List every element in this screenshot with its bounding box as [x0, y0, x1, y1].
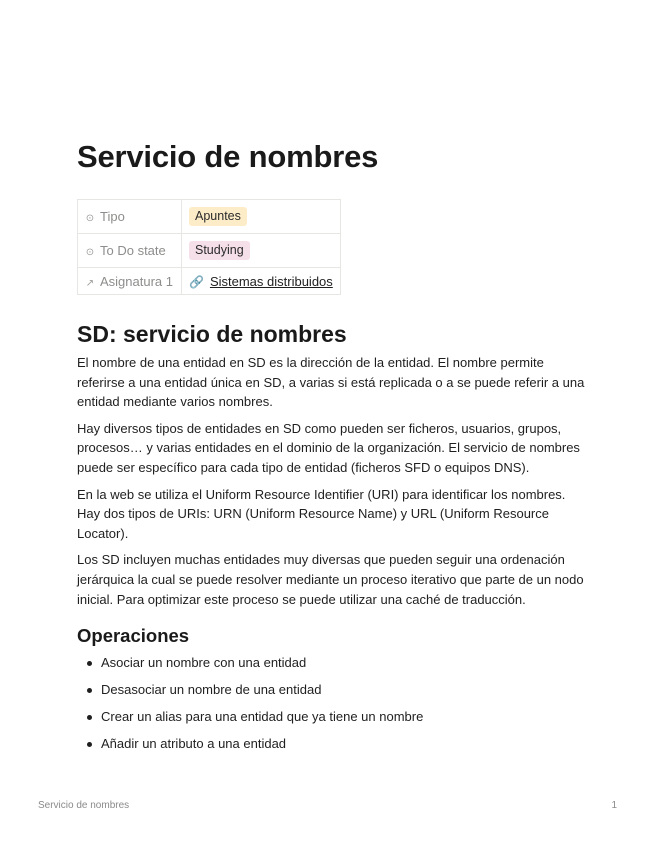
paragraph: El nombre de una entidad en SD es la dirección de la entidad. El nombre permite referirse a una entidad única en SD, a varias si está replicada o a se puede referir a una entidad mediante varios nombres.: [77, 355, 585, 410]
status-icon: ⊙: [85, 247, 95, 258]
property-name: To Do state: [100, 243, 166, 258]
relation-arrow-icon: ↗: [85, 277, 95, 289]
properties-table: [77, 199, 341, 295]
property-row-todo-state: [78, 234, 341, 268]
relation-link-sistemas-distribuidos[interactable]: Sistemas distribuidos: [209, 273, 333, 289]
property-value-cell[interactable]: [182, 200, 341, 234]
footer-page-number: 1: [611, 800, 617, 811]
property-value-cell[interactable]: [182, 268, 341, 295]
list-item: Desasociar un nombre de una entidad: [77, 680, 423, 707]
paragraph: En la web se utiliza el Uniform Resource Identifier (URI) para identificar los nombres. Hay dos tipos de URIs: URN (Uniform Resource Name) y URL (Uniform Resource Locator).: [77, 486, 566, 541]
link-icon: 🔗: [189, 274, 204, 289]
operations-list: [77, 653, 423, 761]
section-body: [77, 353, 587, 616]
list-item: Asociar un nombre con una entidad: [77, 653, 423, 680]
select-icon: ⊙: [85, 213, 95, 224]
tag-apuntes[interactable]: Apuntes: [189, 207, 247, 226]
property-name-cell: [78, 268, 182, 295]
property-row-asignatura: [78, 268, 341, 295]
list-item: Añadir un atributo a una entidad: [77, 734, 423, 761]
property-name-cell: [78, 200, 182, 234]
property-name: Tipo: [100, 209, 125, 224]
property-row-tipo: [78, 200, 341, 234]
tag-studying[interactable]: Studying: [189, 241, 250, 260]
property-name: Asignatura 1: [100, 273, 173, 289]
paragraph: Los SD incluyen muchas entidades muy diversas que pueden seguir una ordenación jerárquica la cual se puede resolver mediante un proceso iterativo que parte de un nodo inicial. Para optimizar este proceso se puede utilizar una caché de traducción.: [77, 552, 584, 607]
property-value-cell[interactable]: [182, 234, 341, 268]
section-heading: SD: servicio de nombres: [77, 321, 347, 347]
operations-heading: Operaciones: [77, 625, 190, 646]
footer-title: Servicio de nombres: [38, 800, 130, 811]
list-item: Crear un alias para una entidad que ya tiene un nombre: [77, 707, 423, 734]
paragraph: Hay diversos tipos de entidades en SD como pueden ser ficheros, usuarios, grupos, procesos… y varias entidades en el dominio de la organización. El servicio de nombres puede ser específico para cada tipo de entidad (ficheros SFD o equipos DNS).: [77, 420, 580, 475]
page-title: Servicio de nombres: [77, 139, 379, 174]
property-name-cell: [78, 234, 182, 268]
